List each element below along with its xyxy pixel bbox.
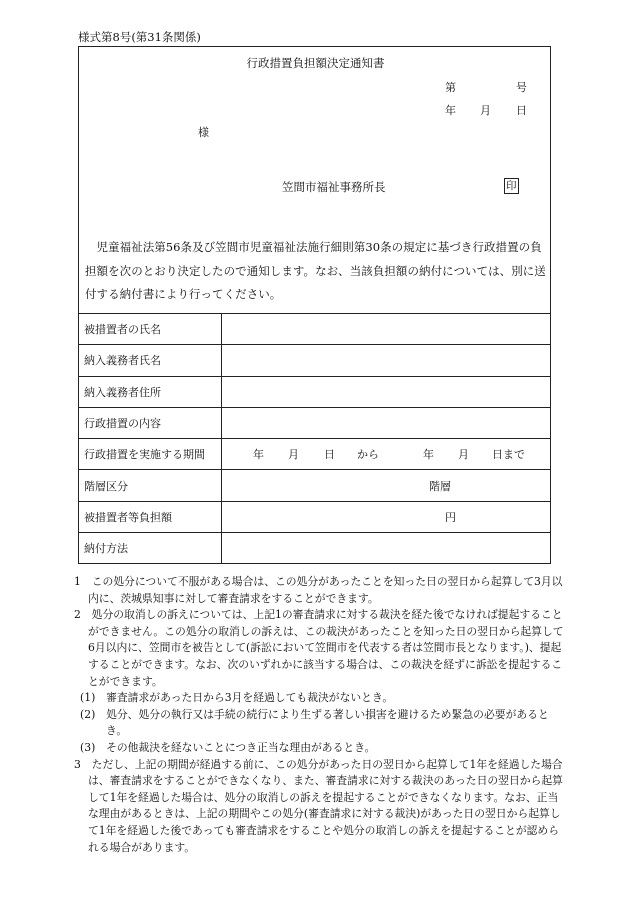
issuer-name: 笠間市福祉事務所長 bbox=[282, 180, 386, 194]
row-label: 階層区分 bbox=[79, 470, 222, 501]
notice-body: 児童福祉法第56条及び笠間市児童福祉法施行細則第30条の規定に基づき行政措置の負担額を次のとおり決定したので通知します。なお、当該負担額の納付については、別に送付する納付書により行ってください。 bbox=[85, 240, 546, 301]
row-value: 円 bbox=[222, 501, 551, 532]
period-start-month: 月 bbox=[288, 448, 299, 462]
row-value bbox=[222, 314, 551, 345]
table-row bbox=[79, 439, 551, 470]
number-prefix: 第 bbox=[445, 81, 456, 94]
row-label: 行政措置を実施する期間 bbox=[79, 439, 222, 470]
number-suffix: 号 bbox=[516, 81, 527, 94]
table-row bbox=[79, 470, 551, 501]
period-end-day: 日まで bbox=[492, 448, 525, 462]
note-item: 3 ただし、上記の期間が経過する前に、この処分があった日の翌日から起算して1年を経過した場合は、審査請求をすることができなくなり、また、審査請求に対する裁決のあった日の翌日から起算して1年を経過した場合は、処分の取消しの訴えを提起することができなくなります。なお、正当な理由があるときは、上記の期間やこの処分(審査請求に対する裁決)があった日の翌日から起算して1年を経過した後であっても審査請求をすることや処分の取消しの訴えを提起することが認められる場合があります。 bbox=[74, 757, 563, 854]
row-value bbox=[222, 376, 551, 407]
note-item: 2 処分の取消しの訴えについては、上記1の審査請求に対する裁決を経た後でなければ提起することができません。この処分の取消しの訴えは、この裁決があったことを知った日の翌日から起算して6月以内に、笠間市を被告として(訴訟において笠間市を代表する者は笠間市長となります。)、提起することができます。なお、次のいずれかに該当する場合は、この裁決を経ずに訴訟を提起することができます。 bbox=[74, 608, 564, 688]
table-row bbox=[79, 501, 551, 532]
subnote-item: (2) 処分、処分の執行又は手続の続行により生ずる著しい損害を避けるため緊急の必要があるとき。 bbox=[80, 707, 549, 738]
row-label: 被措置者等負担額 bbox=[79, 501, 222, 532]
form-number: 様式第8号(第31条関係) bbox=[78, 30, 201, 44]
table-row bbox=[79, 345, 551, 376]
row-label: 行政措置の内容 bbox=[79, 407, 222, 438]
row-label: 納入義務者住所 bbox=[79, 376, 222, 407]
date-day: 日 bbox=[516, 104, 527, 117]
period-end-month: 月 bbox=[458, 448, 469, 462]
seal-mark: 印 bbox=[506, 180, 517, 192]
row-label: 納入義務者氏名 bbox=[79, 345, 222, 376]
details-table bbox=[78, 313, 551, 564]
document-title: 行政措置負担額決定通知書 bbox=[246, 56, 385, 70]
period-value bbox=[222, 439, 551, 470]
addressee-honorific: 様 bbox=[198, 126, 209, 139]
table-row bbox=[79, 407, 551, 438]
table-row bbox=[79, 314, 551, 345]
date-month: 月 bbox=[480, 104, 491, 117]
note-item: 1 この処分について不服がある場合は、この処分があったことを知った日の翌日から起算して3月以内に、茨城県知事に対して審査請求をすることができます。 bbox=[74, 575, 563, 605]
period-start-day: 日 bbox=[324, 448, 335, 462]
row-label: 納付方法 bbox=[79, 533, 222, 564]
notice-frame bbox=[78, 46, 551, 564]
row-label: 被措置者の氏名 bbox=[79, 314, 222, 345]
period-from: から bbox=[357, 448, 379, 462]
period-end-year: 年 bbox=[423, 448, 434, 462]
period-start-year: 年 bbox=[253, 448, 264, 462]
row-value: 階層 bbox=[222, 470, 551, 501]
row-value bbox=[222, 407, 551, 438]
date-year: 年 bbox=[445, 104, 456, 117]
row-value bbox=[222, 345, 551, 376]
appeal-notes bbox=[74, 574, 564, 856]
subnote-item: (1) 審査請求があった日から3月を経過しても裁決がないとき。 bbox=[80, 691, 394, 705]
table-row bbox=[79, 376, 551, 407]
table-row bbox=[79, 533, 551, 564]
subnote-item: (3) その他裁決を経ないことにつき正当な理由があるとき。 bbox=[80, 740, 376, 754]
row-value bbox=[222, 533, 551, 564]
